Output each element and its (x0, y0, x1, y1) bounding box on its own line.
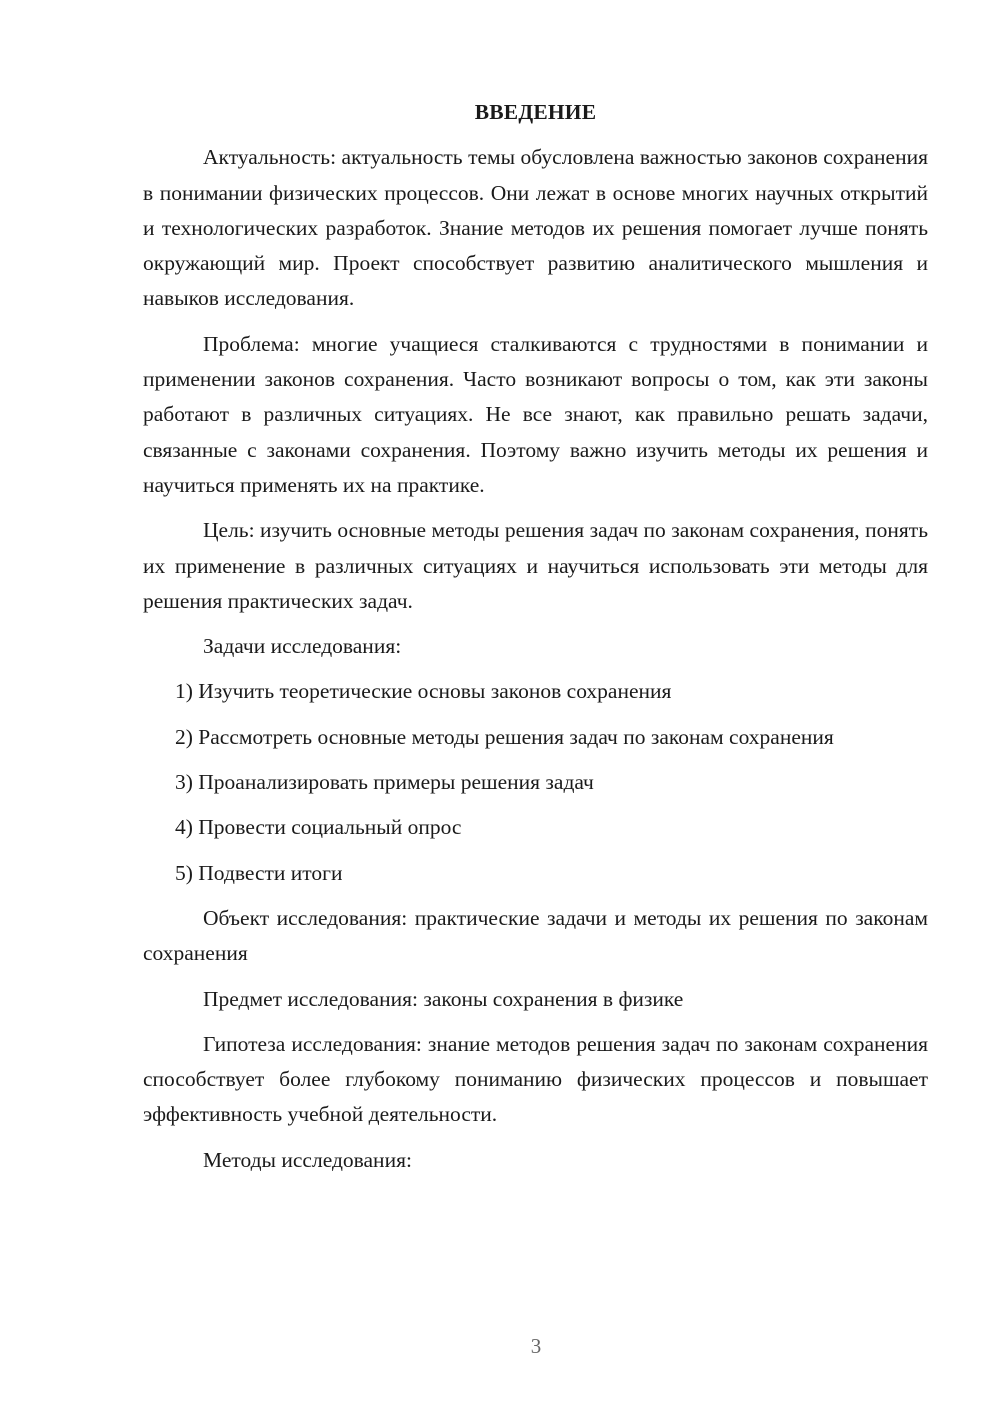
task-item-3: 3) Проанализировать примеры решения задач (175, 770, 594, 795)
paragraph-methods: Методы исследования: (203, 1147, 412, 1172)
task-item-1: 1) Изучить теоретические основы законов сохранения (175, 679, 672, 704)
task-item-4: 4) Провести социальный опрос (175, 815, 462, 840)
document-page (143, 95, 928, 1188)
task-item-2: 2) Рассмотреть основные методы решения задач по законам сохранения (175, 724, 834, 749)
paragraph-goal: Цель: изучить основные методы решения задач по законам сохранения, понять их применение в различных ситуациях и научиться использовать эти методы для решения практических задач. (143, 518, 928, 613)
paragraph-hypothesis: Гипотеза исследования: знание методов решения задач по законам сохранения способствует более глубокому пониманию физических процессов и повышает эффективность учебной деятельности. (143, 1031, 928, 1127)
page-number: 3 (530, 1334, 542, 1358)
task-item-5: 5) Подвести итоги (175, 860, 343, 885)
paragraph-relevance: Актуальность: актуальность темы обусловлена важностью законов сохранения в понимании физических процессов. Они лежат в основе многих научных открытий и технологических разработок. Знание методов их решения помогает лучше понять окружающий мир. Проект способствует развитию аналитического мышления и навыков исследования. (143, 145, 928, 311)
paragraph-problem: Проблема: многие учащиеся сталкиваются с трудностями в понимании и применении законов сохранения. Часто возникают вопросы о том, как эти законы работают в различных ситуациях. Не все знают, как правильно решать задачи, связанные с законами сохранения. Поэтому важно изучить методы их решения и научиться применять их на практике. (143, 331, 928, 497)
paragraph-subject: Предмет исследования: законы сохранения в физике (203, 986, 684, 1011)
tasks-heading: Задачи исследования: (203, 634, 402, 659)
section-title: ВВЕДЕНИЕ (474, 100, 597, 124)
paragraph-object: Объект исследования: практические задачи и методы их решения по законам сохранения (143, 905, 928, 966)
